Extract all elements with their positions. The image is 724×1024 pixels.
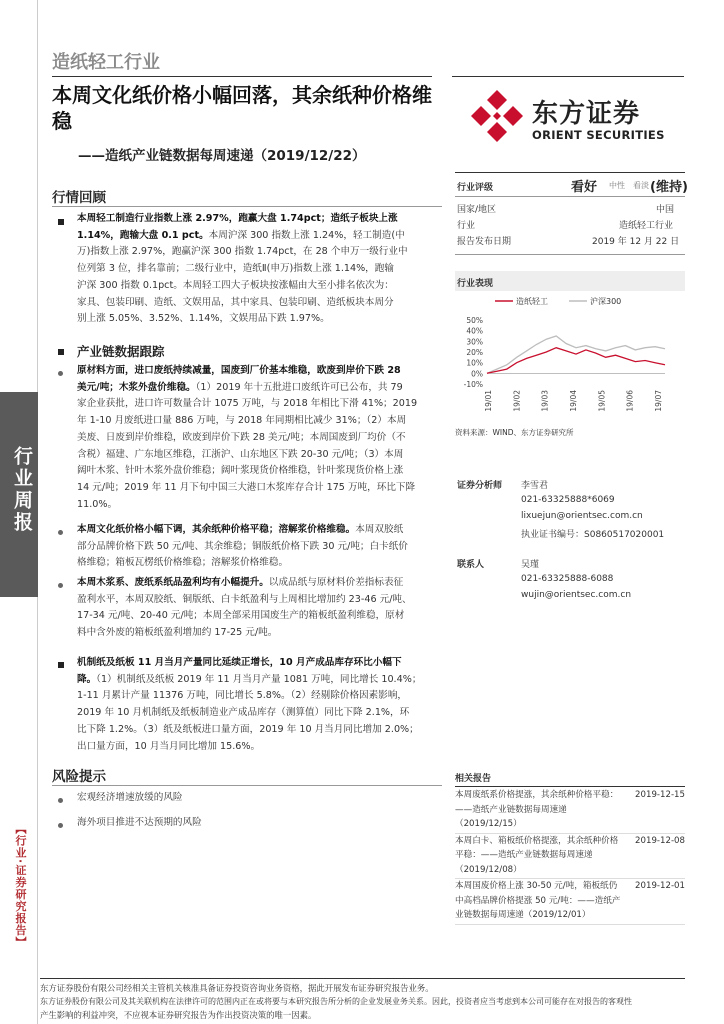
rating-top-rule [455, 172, 685, 173]
chart-lines [487, 336, 665, 373]
risk-heading: 风险提示 [52, 769, 106, 785]
related-item-line: 中高档品牌价格提涨 50 元/吨：——造纸产 [455, 895, 621, 906]
body-text: 比下降 1.2%。（3）纸及纸板进口量方面，2019 年 10 月当月同比增加 2.0%； [77, 723, 419, 735]
paragraph-line [77, 447, 441, 464]
paragraph-line [77, 244, 441, 261]
body-text: 家企业获批，进口许可数量合计 1075 万吨，与 2018 年相比下滑 41%；2019 [77, 398, 418, 410]
body-text: 位列第 3 位，排名靠前；二级行业中，造纸Ⅱ(申万)指数上涨 1.14%，跑输 [77, 263, 394, 275]
orient-logo-icon [469, 88, 525, 144]
analyst-name: 李雪君 [521, 481, 549, 491]
paragraph-line [77, 228, 441, 245]
contact-name: 吴瑾 [521, 560, 540, 570]
paragraph-line [77, 278, 441, 295]
body-text: （1）机制纸及纸板 2019 年 11 月当月产量 1081 万吨，同比增长 10.4%； [96, 673, 422, 685]
body-text: 沪深 300 指数 0.1pct。本周轻工四大子板块按涨幅由大至小排名依次为： [77, 279, 394, 291]
performance-chart [455, 292, 685, 416]
analyst-role: 证券分析师 [457, 481, 503, 491]
header-divider [52, 76, 432, 77]
related-item-line: 本周国废价格上涨 30-50 元/吨，箱板纸仍 [455, 881, 618, 891]
chain-paragraph-raw-materials [77, 363, 441, 513]
bullet-icon [58, 798, 63, 803]
footer-line: 产生影响的利益冲突，不应视本证券研究报告为作出投资决策的唯一因素。 [40, 1010, 317, 1020]
review-paragraph [77, 211, 441, 328]
paragraph-line [77, 705, 441, 722]
paragraph-line [77, 463, 441, 480]
paragraph-line [77, 739, 441, 756]
paragraph-line [77, 592, 441, 609]
paragraph-line [77, 430, 441, 447]
body-text: （1）2019 年十五批进口废纸许可已公布，共 79 [195, 381, 403, 393]
sidebar-bottom-label: 【行业·证券研究报告】 [14, 823, 27, 949]
body-text: 出口量方面，10 月当月同比增加 15.6%。 [77, 740, 261, 752]
body-text: 11.0%。 [77, 498, 118, 510]
bold-text: 本周轻工制造行业指数上涨 2.97%，跑赢大盘 1.74pct；造纸子板块上涨 [77, 213, 398, 224]
info-key: 报告发布日期 [457, 237, 512, 247]
paragraph-line [77, 311, 441, 328]
info-value: 造纸轻工行业 [619, 221, 674, 231]
chain-paragraph-paper-prices [77, 522, 441, 572]
review-heading: 行情回顾 [52, 190, 106, 206]
review-divider [52, 206, 442, 207]
info-divider [455, 254, 685, 255]
body-text: 2019 年 10 月机制纸及纸板制造业产成品库存（测算值）同比下降 2.1%，环 [77, 707, 410, 719]
x-tick-label: 19/03 [540, 390, 550, 412]
paragraph-line [77, 688, 441, 705]
bullet-icon [58, 349, 64, 355]
y-tick-label: 30% [466, 337, 483, 347]
related-item-line: （2019/12/08） [455, 864, 522, 875]
related-item-line: （2019/12/15） [455, 819, 522, 829]
y-tick-label: 0% [471, 369, 483, 379]
logo-text-cn: 东方证券 [532, 99, 641, 129]
footer-rule [40, 978, 685, 979]
bullet-icon [58, 219, 64, 225]
series-line [487, 348, 665, 374]
perf-source: 资料来源：WIND、东方证券研究所 [455, 428, 574, 437]
related-item-date: 2019-12-15 [635, 790, 685, 800]
analyst-phone: 021-63325888*6069 [521, 495, 615, 505]
analyst-cert: 执业证书编号：S0860517020001 [521, 530, 665, 540]
sidebar-top [0, 0, 38, 392]
related-list [455, 788, 685, 925]
bold-text: 美元/吨；木浆外盘价维稳。 [77, 381, 196, 393]
body-text: 年 1-10 月废纸进口量 886 万吨，与 2018 年同期相比减少 31%；（2）本周 [77, 415, 407, 427]
related-item-date: 2019-12-08 [635, 835, 685, 846]
y-tick-label: 10% [466, 358, 483, 368]
chain-paragraph-output [77, 655, 441, 755]
body-text: 阔叶木浆、针叶木浆外盘价维稳；阔叶浆现货价格维稳，针叶浆现货价格上涨 [77, 465, 404, 477]
bullet-icon [58, 583, 63, 588]
bold-text: 1.14%，跑输大盘 0.1 pct。 [77, 229, 209, 241]
paragraph-line [77, 396, 441, 413]
paragraph-line [77, 672, 441, 689]
info-key: 国家/地区 [457, 205, 497, 215]
industry-name: 造纸轻工行业 [52, 52, 160, 73]
paragraph-line [77, 497, 441, 514]
header-divider-right [452, 76, 684, 77]
body-text: 格维稳；箱板瓦楞纸价格维稳；溶解浆价格维稳。 [77, 557, 289, 569]
body-text: 别上涨 5.05%、3.52%、1.14%，文娱用品下跌 1.97%。 [77, 313, 330, 325]
body-text: 以成品纸与原材料价差指标表征 [268, 577, 404, 588]
contact-role: 联系人 [457, 560, 485, 570]
body-text: 家具、包装印刷、造纸、文娱用品，其中家具、包装印刷、造纸板块本周分 [77, 296, 394, 308]
sidebar-label: 行业周报 [11, 446, 33, 534]
related-item-line: ——造纸产业链数据每周速递 [455, 804, 567, 815]
paragraph-line [77, 722, 441, 739]
x-tick-label: 19/01 [484, 390, 493, 412]
legend-label: 造纸轻工 [516, 297, 548, 306]
bullet-icon [58, 662, 64, 668]
bold-text: 机制纸及纸板 11 月当月产量同比延续正增长，10 月产成品库存环比小幅下 [77, 657, 402, 668]
body-text: 盈利水平，本周双胶纸、铜版纸、白卡纸盈利与上周相比增加约 23-46 元/吨、 [77, 593, 412, 605]
paragraph-line [77, 625, 441, 642]
body-text: 1-11 月累计产量 11376 万吨，同比增长 5.8%。（2）经剔除价格因素影响， [77, 690, 408, 702]
rating-label: 行业评级 [457, 183, 494, 193]
related-item[interactable] [455, 788, 685, 834]
footer-line: 东方证券股份有限公司经相关主管机关核准具备证券投资咨询业务资格，据此开展发布证券研究报告业务。 [40, 983, 434, 993]
related-item-line: 本周白卡、箱板纸价格提涨，其余纸种价格 [455, 835, 619, 846]
related-item-line: 业链数据每周速递（2019/12/01） [455, 910, 591, 920]
x-tick-label: 19/05 [597, 390, 607, 412]
paragraph-line [77, 363, 441, 380]
risk-divider [52, 785, 442, 786]
sidebar-label-block [0, 392, 38, 597]
x-tick-label: 19/06 [625, 390, 635, 412]
paragraph-line [77, 555, 441, 572]
body-text: 本周沪深 300 指数上涨 1.24%，轻工制造(中 [208, 229, 405, 241]
related-item[interactable] [455, 879, 685, 925]
info-key: 行业 [457, 221, 476, 231]
report-subtitle: ——造纸产业链数据每周速递（2019/12/22） [78, 148, 366, 164]
paragraph-line [77, 380, 441, 397]
rating-neutral: 中性 [609, 181, 625, 190]
paragraph-line [77, 608, 441, 625]
body-text: 料中含外废的箱板纸盈利增加约 17-25 元/吨。 [77, 627, 278, 639]
x-tick-label: 19/04 [569, 390, 578, 412]
related-item[interactable] [455, 834, 685, 880]
risk-item: 宏观经济增速放缓的风险 [77, 792, 183, 803]
y-tick-label: 40% [466, 326, 483, 336]
info-value: 2019 年 12 月 22 日 [592, 237, 680, 247]
analyst-email[interactable]: lixuejun@orientsec.com.cn [521, 511, 643, 521]
paragraph-line [77, 655, 441, 672]
risk-item: 海外项目推进不达预期的风险 [77, 817, 202, 828]
y-tick-label: -10% [463, 380, 483, 389]
body-text: 14 元/吨；2019 年 11 月下旬中国三大港口木浆库存合计 175 万吨，环比下降 [77, 481, 416, 493]
report-title: 本周文化纸价格小幅回落，其余纸种价格维稳 [52, 83, 432, 133]
perf-title: 行业表现 [457, 279, 494, 289]
contact-phone: 021-63325888-6088 [521, 574, 614, 584]
paragraph-line [77, 261, 441, 278]
paragraph-line [77, 295, 441, 312]
related-divider [455, 786, 685, 787]
contact-email[interactable]: wujin@orientsec.com.cn [521, 590, 632, 600]
body-text: 部分品牌价格下跌 50 元/吨、其余维稳；铜版纸价格下跌 30 元/吨；白卡纸价 [77, 540, 408, 552]
paragraph-line [77, 211, 441, 228]
chart-legend [495, 296, 621, 306]
sidebar-bottom [0, 597, 38, 1024]
body-text: 美废、日废到岸价维稳，欧废到岸价下跌 28 美元/吨；本周国废到厂均价（不 [77, 431, 406, 443]
chart-ticks [464, 316, 663, 412]
chain-heading: 产业链数据跟踪 [77, 344, 165, 359]
bold-text: 降。 [77, 673, 97, 685]
rating-bearish: 看淡 [633, 181, 649, 190]
body-text: 本周双胶纸 [355, 524, 404, 535]
paragraph-line [77, 539, 441, 556]
info-value: 中国 [656, 205, 675, 215]
chain-paragraph-profit [77, 575, 441, 642]
bold-text: 原材料方面，进口废纸持续减量，国废到厂价基本维稳，欧废到岸价下跌 28 [77, 365, 401, 376]
paragraph-line [77, 480, 441, 497]
footer-line: 东方证券股份有限公司及其关联机构在法律许可的范围内正在或将要与本研究报告所分析的企业发展业务关系。因此，投资者应当考虑到本公司可能存在对报告的客观性 [40, 997, 632, 1006]
bullet-icon [58, 823, 63, 828]
y-tick-label: 50% [466, 316, 483, 325]
body-text: 17-34 元/吨、20-40 元/吨；本周全部采用国废生产的箱板纸盈利维稳，原材 [77, 610, 405, 622]
rating-value: 看好 [571, 180, 598, 195]
paragraph-line [77, 522, 441, 539]
rating-status: (维持) [650, 180, 688, 195]
y-tick-label: 20% [466, 348, 483, 357]
paragraph-line [77, 413, 441, 430]
body-text: 万)指数上涨 2.97%，跑赢沪深 300 指数 1.74pct，在 28 个申万一级行业中 [77, 246, 408, 258]
related-title: 相关报告 [455, 774, 492, 784]
related-item-line: 平稳：——造纸产业链数据每周速递 [455, 850, 593, 860]
bullet-icon [58, 371, 63, 376]
legend-label: 沪深300 [590, 297, 622, 306]
paragraph-line [77, 575, 441, 592]
rating-divider [455, 196, 685, 197]
logo-text-en: ORIENT SECURITIES [532, 128, 665, 142]
x-tick-label: 19/02 [512, 390, 522, 412]
related-item-date: 2019-12-01 [635, 881, 685, 891]
x-tick-label: 19/07 [654, 390, 663, 412]
body-text: 含税）福建、广东地区维稳，江浙沪、山东地区下跌 20-30 元/吨；（3）本周 [77, 448, 404, 460]
bullet-icon [58, 530, 63, 535]
bold-text: 本周文化纸价格小幅下调，其余纸种价格平稳；溶解浆价格维稳。 [77, 524, 356, 535]
related-item-line: 本周废纸系价格提涨，其余纸种价格平稳： [455, 790, 619, 800]
bold-text: 本周木浆系、废纸系纸品盈利均有小幅提升。 [77, 577, 269, 588]
